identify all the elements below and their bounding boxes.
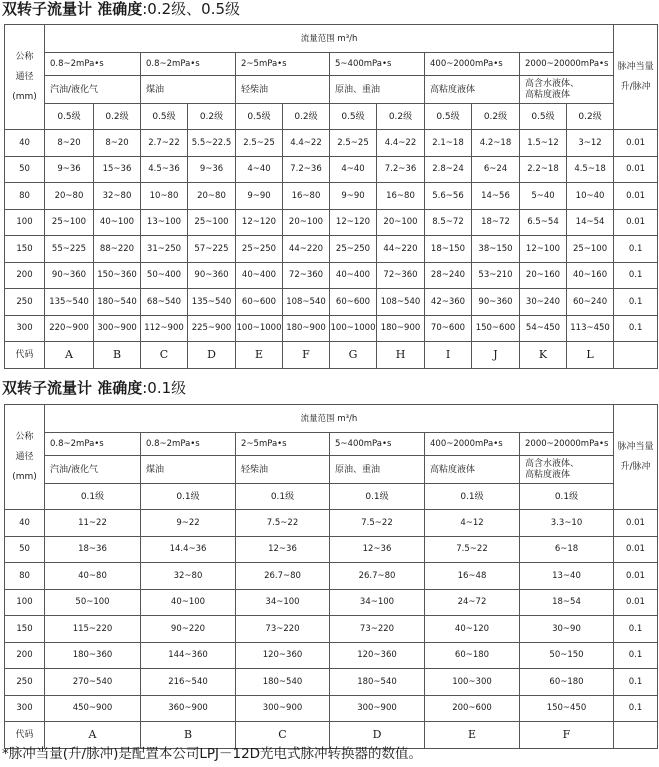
diameter-header (5, 25, 45, 130)
table2-title-sep: : (142, 379, 148, 397)
grade-cell: 0.1级 (141, 484, 236, 510)
flow-cell: 15~36 (94, 156, 141, 183)
flow-cell: 40~400 (236, 262, 283, 289)
table2-title-main: 双转子流量计 准确度 (2, 379, 143, 397)
code-cell: A (45, 722, 141, 749)
flow-cell: 4.4~22 (377, 130, 425, 157)
flow-cell: 2.7~22 (141, 130, 188, 157)
pulse-cell: 0.01 (614, 510, 658, 537)
flow-cell: 200~600 (425, 695, 520, 722)
table1-title-sep: : (142, 0, 148, 18)
viscosity-cell: 400~2000mPa•s (425, 53, 520, 76)
table2-title-accuracy: 0.1级 (147, 379, 187, 397)
table-row (5, 315, 658, 342)
flow-cell: 60~180 (520, 669, 614, 696)
flow-cell: 14~56 (472, 183, 520, 210)
flow-cell: 112~900 (141, 315, 188, 342)
grade-cell: 0.2级 (283, 104, 330, 130)
table-row (5, 642, 658, 669)
flow-cell: 4.4~22 (283, 130, 330, 157)
pulse-cell: 0.1 (614, 642, 658, 669)
flow-cell: 30~240 (520, 289, 567, 316)
pulse-cell: 0.1 (614, 695, 658, 722)
media-cell: 原油、重油 (330, 456, 425, 484)
code-cell: D (188, 342, 236, 369)
flow-cell: 73~220 (236, 616, 330, 643)
flow-cell: 73~220 (330, 616, 425, 643)
flow-cell: 7.5~22 (330, 510, 425, 537)
grade-cell: 0.1级 (520, 484, 614, 510)
flow-cell: 5~40 (520, 183, 567, 210)
flow-cell: 40~100 (94, 209, 141, 236)
media-cell: 高粘度液体 (425, 76, 520, 104)
flow-cell: 220~900 (45, 315, 94, 342)
flow-cell: 60~240 (567, 289, 614, 316)
pulse-cell: 0.01 (614, 183, 658, 210)
flow-cell: 7.5~22 (236, 510, 330, 537)
flow-cell: 12~36 (236, 536, 330, 563)
flow-cell: 300~900 (330, 695, 425, 722)
flow-cell: 135~540 (45, 289, 94, 316)
flow-cell: 90~360 (472, 289, 520, 316)
grade-cell: 0.1级 (425, 484, 520, 510)
flow-cell: 150~360 (94, 262, 141, 289)
flow-cell: 7.5~22 (425, 536, 520, 563)
table1-title-main: 双转子流量计 准确度 (2, 0, 143, 18)
flow-cell: 34~100 (330, 589, 425, 616)
pulse-cell: 0.01 (614, 563, 658, 590)
diameter-cell: 150 (5, 236, 45, 263)
grade-cell: 0.2级 (377, 104, 425, 130)
flow-cell: 7.2~36 (283, 156, 330, 183)
flow-cell: 113~450 (567, 315, 614, 342)
flow-cell: 13~100 (141, 209, 188, 236)
code-cell: F (283, 342, 330, 369)
flow-cell: 4~40 (236, 156, 283, 183)
header-line: 公称 (15, 52, 34, 62)
flow-cell: 300~900 (236, 695, 330, 722)
pulse-cell: 0.01 (614, 130, 658, 157)
flow-cell: 180~540 (236, 669, 330, 696)
flow-cell: 450~900 (45, 695, 141, 722)
diameter-cell: 40 (5, 510, 45, 537)
flow-cell: 60~600 (330, 289, 377, 316)
table-row (5, 289, 658, 316)
diameter-cell: 40 (5, 130, 45, 157)
flow-cell: 3.3~10 (520, 510, 614, 537)
flow-cell: 60~180 (425, 642, 520, 669)
flow-cell: 4~12 (425, 510, 520, 537)
flow-cell: 14~54 (567, 209, 614, 236)
header-line: (mm) (12, 92, 37, 102)
flow-cell: 150~450 (520, 695, 614, 722)
diameter-cell: 80 (5, 563, 45, 590)
flow-cell: 9~36 (188, 156, 236, 183)
table-row (5, 510, 658, 537)
viscosity-cell: 2~5mPa•s (236, 53, 330, 76)
flow-cell: 26.7~80 (330, 563, 425, 590)
flow-cell: 6~24 (472, 156, 520, 183)
viscosity-cell: 2000~20000mPa•s (520, 433, 614, 456)
flow-cell: 72~360 (377, 262, 425, 289)
pulse-cell: 0.01 (614, 589, 658, 616)
table-row (5, 262, 658, 289)
pulse-cell: 0.1 (614, 289, 658, 316)
footnote: *脉冲当量(升/脉冲)是配置本公司LPJ－12D光电式脉冲转换器的数值。 (2, 746, 423, 762)
grade-cell: 0.1级 (236, 484, 330, 510)
flow-cell: 40~120 (425, 616, 520, 643)
pulse-cell: 0.1 (614, 669, 658, 696)
pulse-cell: 0.01 (614, 209, 658, 236)
pulse-header (614, 405, 658, 510)
flow-cell: 180~540 (94, 289, 141, 316)
flow-cell: 34~100 (236, 589, 330, 616)
flow-cell: 9~36 (45, 156, 94, 183)
code-cell: C (141, 342, 188, 369)
flow-cell: 108~540 (377, 289, 425, 316)
flow-cell: 4.5~18 (567, 156, 614, 183)
diameter-cell: 300 (5, 315, 45, 342)
flow-cell: 135~540 (188, 289, 236, 316)
diameter-cell: 80 (5, 183, 45, 210)
code-cell: H (377, 342, 425, 369)
flow-cell: 18~36 (45, 536, 141, 563)
code-empty-cell (614, 342, 658, 369)
flow-cell: 18~150 (425, 236, 472, 263)
pulse-cell: 0.1 (614, 616, 658, 643)
media-cell: 原油、重油 (330, 76, 425, 104)
viscosity-cell: 5~400mPa•s (330, 53, 425, 76)
flow-cell: 5.5~22.5 (188, 130, 236, 157)
flow-cell: 180~360 (45, 642, 141, 669)
code-empty-cell (614, 722, 658, 749)
header-line: 脉冲当量 (617, 442, 654, 452)
pulse-cell: 0.1 (614, 236, 658, 263)
flow-cell: 1.5~12 (520, 130, 567, 157)
media-cell: 轻柴油 (236, 456, 330, 484)
diameter-cell: 200 (5, 642, 45, 669)
grade-cell: 0.1级 (330, 484, 425, 510)
flow-cell: 4.2~18 (472, 130, 520, 157)
table-row (5, 183, 658, 210)
flow-range-header: 流量范围 m³/h (45, 405, 614, 433)
flow-cell: 57~225 (188, 236, 236, 263)
pulse-cell: 0.1 (614, 262, 658, 289)
flow-cell: 8~20 (94, 130, 141, 157)
table1 (4, 24, 658, 369)
code-row (5, 342, 658, 369)
viscosity-cell: 2~5mPa•s (236, 433, 330, 456)
code-cell: B (94, 342, 141, 369)
flow-cell: 2.5~25 (236, 130, 283, 157)
table-row (5, 536, 658, 563)
flow-cell: 30~90 (520, 616, 614, 643)
table2 (4, 404, 658, 749)
flow-cell: 40~100 (141, 589, 236, 616)
flow-cell: 2.2~18 (520, 156, 567, 183)
media-cell: 汽油/液化气 (45, 76, 141, 104)
flow-cell: 9~90 (330, 183, 377, 210)
pulse-cell: 0.1 (614, 315, 658, 342)
media-cell (520, 76, 614, 104)
media-label: 高含水液体、 高粘度液体 (525, 458, 580, 480)
grade-cell: 0.2级 (188, 104, 236, 130)
flow-cell: 12~36 (330, 536, 425, 563)
flow-cell: 8~20 (45, 130, 94, 157)
flow-cell: 2.1~18 (425, 130, 472, 157)
flow-range-header: 流量范围 m³/h (45, 25, 614, 53)
flow-cell: 20~100 (283, 209, 330, 236)
flow-cell: 38~150 (472, 236, 520, 263)
code-cell: I (425, 342, 472, 369)
diameter-cell: 50 (5, 536, 45, 563)
media-cell: 轻柴油 (236, 76, 330, 104)
grade-cell: 0.5级 (45, 104, 94, 130)
flow-cell: 32~80 (141, 563, 236, 590)
media-label: 高含水液体、 高粘度液体 (525, 78, 580, 100)
code-cell: D (330, 722, 425, 749)
code-cell: F (520, 722, 614, 749)
flow-cell: 6.5~54 (520, 209, 567, 236)
grade-cell: 0.2级 (472, 104, 520, 130)
flow-cell: 120~360 (236, 642, 330, 669)
flow-cell: 16~80 (283, 183, 330, 210)
code-cell: J (472, 342, 520, 369)
flow-cell: 11~22 (45, 510, 141, 537)
flow-cell: 270~540 (45, 669, 141, 696)
table-row (5, 130, 658, 157)
flow-cell: 28~240 (425, 262, 472, 289)
viscosity-cell: 2000~20000mPa•s (520, 53, 614, 76)
diameter-cell: 250 (5, 289, 45, 316)
viscosity-row (5, 53, 658, 76)
table2-title (2, 379, 186, 397)
table-row (5, 589, 658, 616)
flow-cell: 360~900 (141, 695, 236, 722)
pulse-header (614, 25, 658, 130)
flow-cell: 9~90 (236, 183, 283, 210)
flow-cell: 5.6~56 (425, 183, 472, 210)
table-row (5, 209, 658, 236)
flow-cell: 44~220 (283, 236, 330, 263)
flow-cell: 16~48 (425, 563, 520, 590)
grade-cell: 0.2级 (94, 104, 141, 130)
flow-cell: 40~400 (330, 262, 377, 289)
grade-cell: 0.5级 (425, 104, 472, 130)
flow-cell: 90~220 (141, 616, 236, 643)
flow-cell: 88~220 (94, 236, 141, 263)
flow-cell: 31~250 (141, 236, 188, 263)
flow-cell: 6~18 (520, 536, 614, 563)
media-cell: 煤油 (141, 456, 236, 484)
viscosity-cell: 0.8~2mPa•s (45, 433, 141, 456)
flow-cell: 144~360 (141, 642, 236, 669)
flow-cell: 14.4~36 (141, 536, 236, 563)
flow-cell: 100~300 (425, 669, 520, 696)
code-cell: E (236, 342, 283, 369)
flow-cell: 40~160 (567, 262, 614, 289)
flow-cell: 180~900 (283, 315, 330, 342)
code-cell: C (236, 722, 330, 749)
grade-row (5, 484, 658, 510)
flow-cell: 216~540 (141, 669, 236, 696)
table-row (5, 563, 658, 590)
flow-cell: 3~12 (567, 130, 614, 157)
flow-cell: 8.5~72 (425, 209, 472, 236)
flow-cell: 10~40 (567, 183, 614, 210)
viscosity-cell: 0.8~2mPa•s (141, 53, 236, 76)
flow-cell: 7.2~36 (377, 156, 425, 183)
viscosity-cell: 400~2000mPa•s (425, 433, 520, 456)
flow-cell: 40~80 (45, 563, 141, 590)
flow-cell: 9~22 (141, 510, 236, 537)
table-row (5, 156, 658, 183)
diameter-header (5, 405, 45, 510)
flow-cell: 4~40 (330, 156, 377, 183)
flow-cell: 26.7~80 (236, 563, 330, 590)
flow-cell: 54~450 (520, 315, 567, 342)
table-row (5, 616, 658, 643)
flow-cell: 13~40 (520, 563, 614, 590)
flow-cell: 90~360 (45, 262, 94, 289)
media-cell: 煤油 (141, 76, 236, 104)
flow-cell: 70~600 (425, 315, 472, 342)
table-row (5, 695, 658, 722)
flow-cell: 72~360 (283, 262, 330, 289)
diameter-cell: 150 (5, 616, 45, 643)
grade-cell: 0.5级 (141, 104, 188, 130)
table1-title (2, 0, 240, 18)
flow-cell: 60~600 (236, 289, 283, 316)
flow-cell: 25~250 (330, 236, 377, 263)
flow-cell: 25~250 (236, 236, 283, 263)
grade-cell: 0.1级 (45, 484, 141, 510)
diameter-cell: 100 (5, 589, 45, 616)
header-line: 通径 (15, 72, 34, 82)
code-label: 代码 (5, 722, 45, 749)
header-line: 通径 (15, 452, 34, 462)
flow-cell: 90~360 (188, 262, 236, 289)
code-cell: L (567, 342, 614, 369)
grade-cell: 0.2级 (567, 104, 614, 130)
flow-cell: 180~540 (330, 669, 425, 696)
flow-cell: 12~120 (330, 209, 377, 236)
flow-cell: 100~1000 (236, 315, 283, 342)
grade-cell: 0.5级 (330, 104, 377, 130)
flow-cell: 108~540 (283, 289, 330, 316)
grade-cell: 0.5级 (520, 104, 567, 130)
diameter-cell: 250 (5, 669, 45, 696)
header-line: 升/脉冲 (620, 462, 651, 472)
flow-cell: 300~900 (94, 315, 141, 342)
flow-cell: 115~220 (45, 616, 141, 643)
flow-cell: 10~80 (141, 183, 188, 210)
flow-cell: 180~900 (377, 315, 425, 342)
grade-cell: 0.5级 (236, 104, 283, 130)
grade-row (5, 104, 658, 130)
code-cell: G (330, 342, 377, 369)
viscosity-row (5, 433, 658, 456)
table-row (5, 236, 658, 263)
flow-cell: 32~80 (94, 183, 141, 210)
flow-cell: 50~400 (141, 262, 188, 289)
flow-cell: 55~225 (45, 236, 94, 263)
flow-cell: 50~150 (520, 642, 614, 669)
flow-cell: 2.5~25 (330, 130, 377, 157)
flow-cell: 12~120 (236, 209, 283, 236)
code-cell: E (425, 722, 520, 749)
code-cell: K (520, 342, 567, 369)
code-label: 代码 (5, 342, 45, 369)
flow-cell: 12~100 (520, 236, 567, 263)
flow-cell: 100~1000 (330, 315, 377, 342)
diameter-cell: 200 (5, 262, 45, 289)
flow-cell: 18~54 (520, 589, 614, 616)
flow-cell: 25~100 (45, 209, 94, 236)
diameter-cell: 100 (5, 209, 45, 236)
flow-cell: 20~160 (520, 262, 567, 289)
viscosity-cell: 0.8~2mPa•s (45, 53, 141, 76)
header-line: (mm) (12, 472, 37, 482)
flow-cell: 2.8~24 (425, 156, 472, 183)
media-row (5, 456, 658, 484)
diameter-cell: 50 (5, 156, 45, 183)
flow-cell: 225~900 (188, 315, 236, 342)
header-line: 升/脉冲 (620, 82, 651, 92)
media-cell: 高粘度液体 (425, 456, 520, 484)
flow-cell: 24~72 (425, 589, 520, 616)
flow-cell: 18~72 (472, 209, 520, 236)
flow-cell: 68~540 (141, 289, 188, 316)
diameter-cell: 300 (5, 695, 45, 722)
flow-cell: 150~600 (472, 315, 520, 342)
viscosity-cell: 5~400mPa•s (330, 433, 425, 456)
flow-cell: 53~210 (472, 262, 520, 289)
media-row (5, 76, 658, 104)
flow-cell: 25~100 (567, 236, 614, 263)
header-row (5, 25, 658, 53)
viscosity-cell: 0.8~2mPa•s (141, 433, 236, 456)
pulse-cell: 0.01 (614, 156, 658, 183)
flow-cell: 20~100 (377, 209, 425, 236)
media-cell (520, 456, 614, 484)
flow-cell: 4.5~36 (141, 156, 188, 183)
flow-cell: 25~100 (188, 209, 236, 236)
code-cell: A (45, 342, 94, 369)
pulse-cell: 0.01 (614, 536, 658, 563)
media-cell: 汽油/液化气 (45, 456, 141, 484)
header-line: 公称 (15, 432, 34, 442)
flow-cell: 16~80 (377, 183, 425, 210)
flow-cell: 44~220 (377, 236, 425, 263)
flow-cell: 50~100 (45, 589, 141, 616)
header-row (5, 405, 658, 433)
header-line: 脉冲当量 (617, 62, 654, 72)
table1-title-accuracy: 0.2级、0.5级 (147, 0, 241, 18)
code-cell: B (141, 722, 236, 749)
flow-cell: 20~80 (45, 183, 94, 210)
flow-cell: 42~360 (425, 289, 472, 316)
flow-cell: 20~80 (188, 183, 236, 210)
table-row (5, 669, 658, 696)
flow-cell: 120~360 (330, 642, 425, 669)
